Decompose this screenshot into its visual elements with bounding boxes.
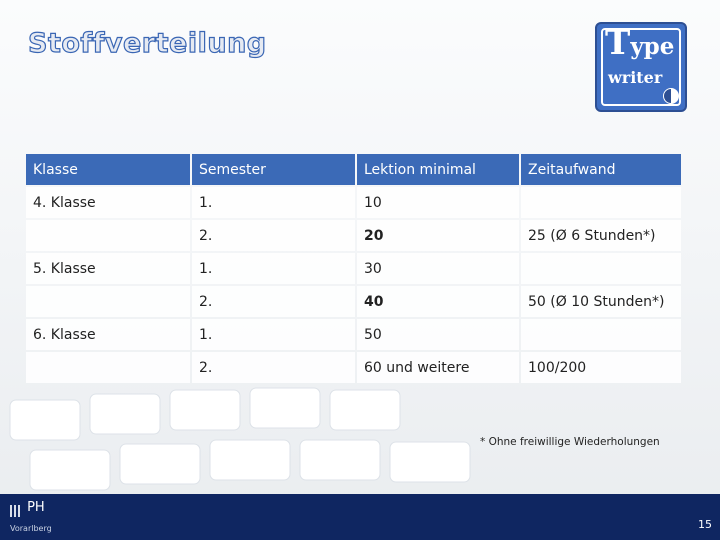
ph-vorarlberg-logo xyxy=(10,502,52,533)
cell-lektion: 60 und weitere xyxy=(357,352,519,383)
header-zeitaufwand: Zeitaufwand xyxy=(521,154,681,185)
cell-zeitaufwand xyxy=(521,253,681,284)
cell-klasse xyxy=(26,286,190,317)
logo-line-2: writer xyxy=(608,68,663,87)
cell-semester: 1. xyxy=(192,319,355,350)
cell-lektion: 50 xyxy=(357,319,519,350)
typewriter-logo xyxy=(595,22,687,112)
cell-lektion: 30 xyxy=(357,253,519,284)
header-klasse: Klasse xyxy=(26,154,190,185)
footnote: * Ohne freiwillige Wiederholungen xyxy=(480,436,660,448)
cell-lektion: 40 xyxy=(357,286,519,317)
footer-brand-sub: Vorarlberg xyxy=(10,524,52,533)
table-header-row xyxy=(26,154,681,185)
table-row xyxy=(26,352,681,383)
cell-lektion: 20 xyxy=(357,220,519,251)
table-row xyxy=(26,187,681,218)
footer-brand: PH xyxy=(27,500,45,515)
table-row xyxy=(26,286,681,317)
cell-klasse: 6. Klasse xyxy=(26,319,190,350)
page-title: Stoffverteilung xyxy=(28,28,267,59)
cell-zeitaufwand: 25 (Ø 6 Stunden*) xyxy=(521,220,681,251)
table-row xyxy=(26,319,681,350)
cell-zeitaufwand xyxy=(521,187,681,218)
cell-semester: 2. xyxy=(192,352,355,383)
cell-semester: 2. xyxy=(192,220,355,251)
cell-semester: 2. xyxy=(192,286,355,317)
schedule-table xyxy=(24,152,683,385)
cell-klasse: 4. Klasse xyxy=(26,187,190,218)
cell-klasse xyxy=(26,220,190,251)
cell-semester: 1. xyxy=(192,187,355,218)
cell-klasse: 5. Klasse xyxy=(26,253,190,284)
page-number: 15 xyxy=(698,518,712,531)
table-row xyxy=(26,253,681,284)
footer-bar xyxy=(0,494,720,540)
table-row xyxy=(26,220,681,251)
cell-zeitaufwand: 50 (Ø 10 Stunden*) xyxy=(521,286,681,317)
cell-zeitaufwand: 100/200 xyxy=(521,352,681,383)
cell-zeitaufwand xyxy=(521,319,681,350)
barcode-icon xyxy=(10,502,22,521)
header-semester: Semester xyxy=(192,154,355,185)
logo-line-1: Type xyxy=(605,23,675,63)
cell-klasse xyxy=(26,352,190,383)
half-circle-icon xyxy=(663,88,679,104)
cell-semester: 1. xyxy=(192,253,355,284)
header-lektion: Lektion minimal xyxy=(357,154,519,185)
cell-lektion: 10 xyxy=(357,187,519,218)
